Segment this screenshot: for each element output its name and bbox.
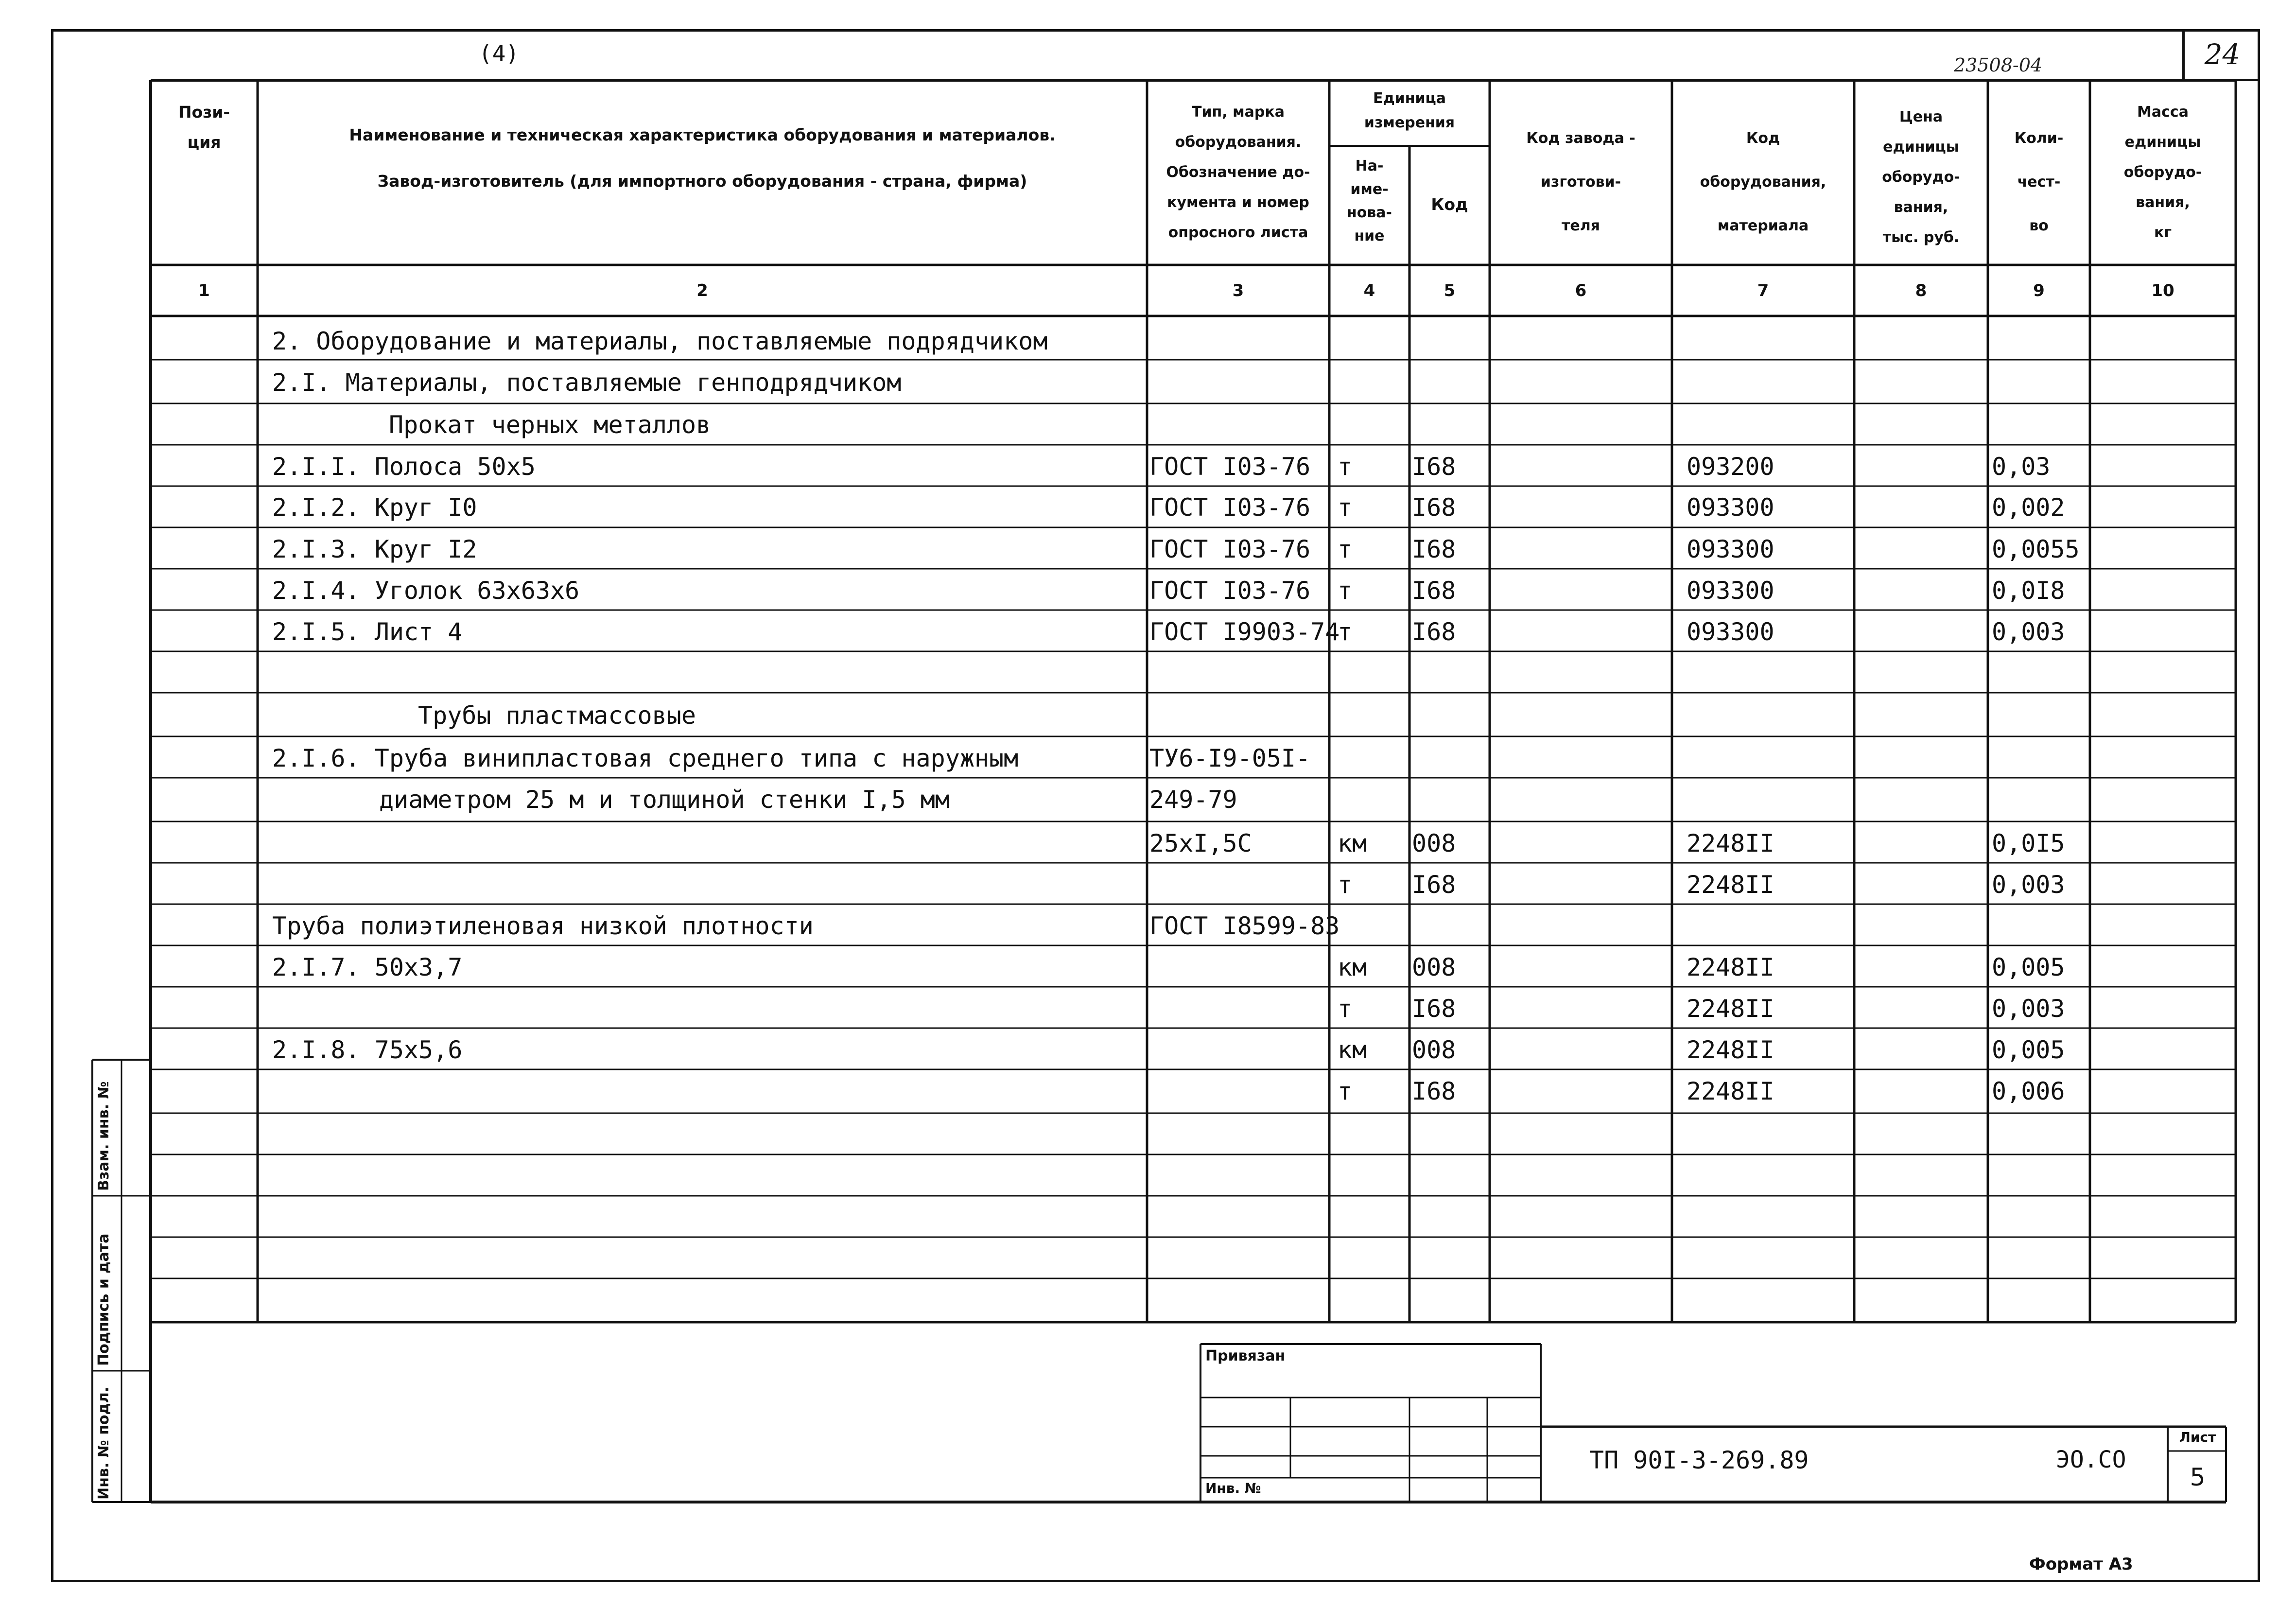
cell-unit-code: 008	[1412, 1036, 1456, 1064]
cell-unit-code: I68	[1412, 1077, 1456, 1105]
cell-document: 25xI,5C	[1149, 829, 1252, 857]
cell-material-code: 2248II	[1687, 995, 1774, 1023]
cell-quantity: 0,003	[1992, 871, 2065, 899]
cell-document: ГОСТ I03-76	[1149, 535, 1311, 563]
column-number-2: 2	[696, 281, 708, 300]
cell-unit: т	[1338, 535, 1353, 563]
cell-unit-code: 008	[1412, 829, 1456, 857]
cell-document: ГОСТ I03-76	[1149, 493, 1311, 522]
cell-unit: т	[1338, 453, 1353, 481]
bound-label: Привязан	[1205, 1347, 1286, 1364]
cell-unit: т	[1338, 618, 1353, 646]
cell-material-code: 2248II	[1687, 829, 1774, 857]
cell-quantity: 0,0I8	[1992, 577, 2065, 605]
cell-unit-code: I68	[1412, 871, 1456, 899]
column-number-1: 1	[198, 281, 210, 300]
column-number-3: 3	[1232, 281, 1244, 300]
cell-material-code: 093300	[1687, 618, 1774, 646]
column-number-6: 6	[1575, 281, 1587, 300]
cell-document: ТУ6-I9-05I-	[1149, 744, 1311, 772]
cell-unit-code: I68	[1412, 995, 1456, 1023]
cell-name: 2.I.6. Труба винипластовая среднего типа с наружным	[272, 744, 1019, 772]
cell-document: 249-79	[1149, 786, 1237, 814]
cell-name: 2.I.I. Полоса 50x5	[272, 453, 536, 481]
cell-unit-code: I68	[1412, 493, 1456, 522]
cell-unit: т	[1338, 995, 1353, 1023]
cell-name: 2.I. Материалы, поставляемые генподрядчиком	[272, 368, 902, 397]
page-number: 24	[2182, 30, 2260, 81]
cell-material-code: 2248II	[1687, 953, 1774, 981]
cell-quantity: 0,0055	[1992, 535, 2080, 563]
cell-quantity: 0,003	[1992, 995, 2065, 1023]
cell-quantity: 0,03	[1992, 453, 2051, 481]
cell-name: 2.I.4. Уголок 63x63x6	[272, 577, 580, 605]
column-number-4: 4	[1363, 281, 1375, 300]
cell-material-code: 093300	[1687, 577, 1774, 605]
side-label-sign-date: Подпись и дата	[95, 1233, 112, 1366]
cell-document: ГОСТ I03-76	[1149, 453, 1311, 481]
cell-document: ГОСТ I03-76	[1149, 577, 1311, 605]
cell-quantity: 0,005	[1992, 953, 2065, 981]
cell-unit-code: I68	[1412, 577, 1456, 605]
cell-unit-code: I68	[1412, 535, 1456, 563]
column-number-7: 7	[1757, 281, 1769, 300]
cell-unit: км	[1338, 1036, 1367, 1064]
cell-name: 2.I.5. Лист 4	[272, 618, 463, 646]
header-price: Цена единицы оборудо- вания, тыс. руб.	[1882, 108, 1960, 246]
cell-unit: т	[1338, 871, 1353, 899]
cell-quantity: 0,005	[1992, 1036, 2065, 1064]
cell-name: диаметром 25 м и толщиной стенки I,5 мм	[379, 786, 950, 814]
side-label-inv-original: Инв. № подл.	[95, 1386, 112, 1500]
sheet-code: ЭО.СО	[2056, 1446, 2126, 1473]
cell-name: 2.I.2. Круг I0	[272, 493, 477, 522]
column-number-5: 5	[1444, 281, 1456, 300]
cell-name: 2. Оборудование и материалы, поставляемые подрядчиком	[272, 327, 1048, 355]
sheet-number: 5	[2190, 1463, 2206, 1491]
cell-name: Труба полиэтиленовая низкой плотности	[272, 912, 814, 940]
cell-unit-code: 008	[1412, 953, 1456, 981]
header-unit-code: Код	[1431, 195, 1468, 214]
inventory-label: Инв. №	[1205, 1480, 1261, 1496]
cell-name: Трубы пластмассовые	[418, 701, 696, 730]
column-number-8: 8	[1915, 281, 1927, 300]
cell-unit-code: I68	[1412, 453, 1456, 481]
cell-material-code: 093300	[1687, 535, 1774, 563]
header-mass: Масса единицы оборудо- вания, кг	[2123, 104, 2202, 241]
document-designation: ТП 90I-3-269.89	[1589, 1446, 1809, 1474]
header-material-code: Код оборудования, материала	[1700, 130, 1826, 234]
cell-quantity: 0,002	[1992, 493, 2065, 522]
cell-name: 2.I.8. 75x5,6	[272, 1036, 463, 1064]
header-type: Тип, марка оборудования. Обозначение до- кумента и номер опросного листа	[1166, 104, 1310, 241]
cell-material-code: 093200	[1687, 453, 1774, 481]
cell-unit: т	[1338, 1077, 1353, 1105]
column-number-10: 10	[2151, 281, 2174, 300]
cell-document: ГОСТ I9903-74	[1149, 618, 1340, 646]
cell-unit: т	[1338, 577, 1353, 605]
header-quantity: Коли- чест- во	[2014, 130, 2064, 234]
cell-material-code: 2248II	[1687, 871, 1774, 899]
cell-unit: т	[1338, 493, 1353, 522]
cell-quantity: 0,0I5	[1992, 829, 2065, 857]
header-unit-name: На- име- нова- ние	[1346, 157, 1392, 245]
cell-unit: км	[1338, 829, 1367, 857]
sheet-label: Лист	[2179, 1429, 2216, 1445]
cell-name: Прокат черных металлов	[389, 411, 711, 439]
cell-material-code: 2248II	[1687, 1036, 1774, 1064]
cell-name: 2.I.3. Круг I2	[272, 535, 477, 563]
cell-material-code: 093300	[1687, 493, 1774, 522]
cell-quantity: 0,006	[1992, 1077, 2065, 1105]
header-position: Пози- ция	[178, 103, 230, 152]
format-label: Формат А3	[2029, 1555, 2133, 1574]
cell-name: 2.I.7. 50x3,7	[272, 953, 463, 981]
header-unit-group: Единица измерения	[1364, 90, 1455, 131]
document-number: 23508-04	[1954, 54, 2043, 76]
header-name: Наименование и техническая характеристика оборудования и материалов. Завод-изготовитель (для импортного оборудования - страна, фирма)	[349, 125, 1056, 191]
header-maker-code: Код завода - изготови- теля	[1526, 130, 1635, 234]
cell-unit-code: I68	[1412, 618, 1456, 646]
cell-unit: км	[1338, 953, 1367, 981]
side-label-inv-replacement: Взам. инв. №	[95, 1081, 112, 1191]
section-mark: (4)	[479, 40, 520, 67]
column-number-9: 9	[2033, 281, 2045, 300]
cell-document: ГОСТ I8599-83	[1149, 912, 1340, 940]
cell-material-code: 2248II	[1687, 1077, 1774, 1105]
cell-quantity: 0,003	[1992, 618, 2065, 646]
